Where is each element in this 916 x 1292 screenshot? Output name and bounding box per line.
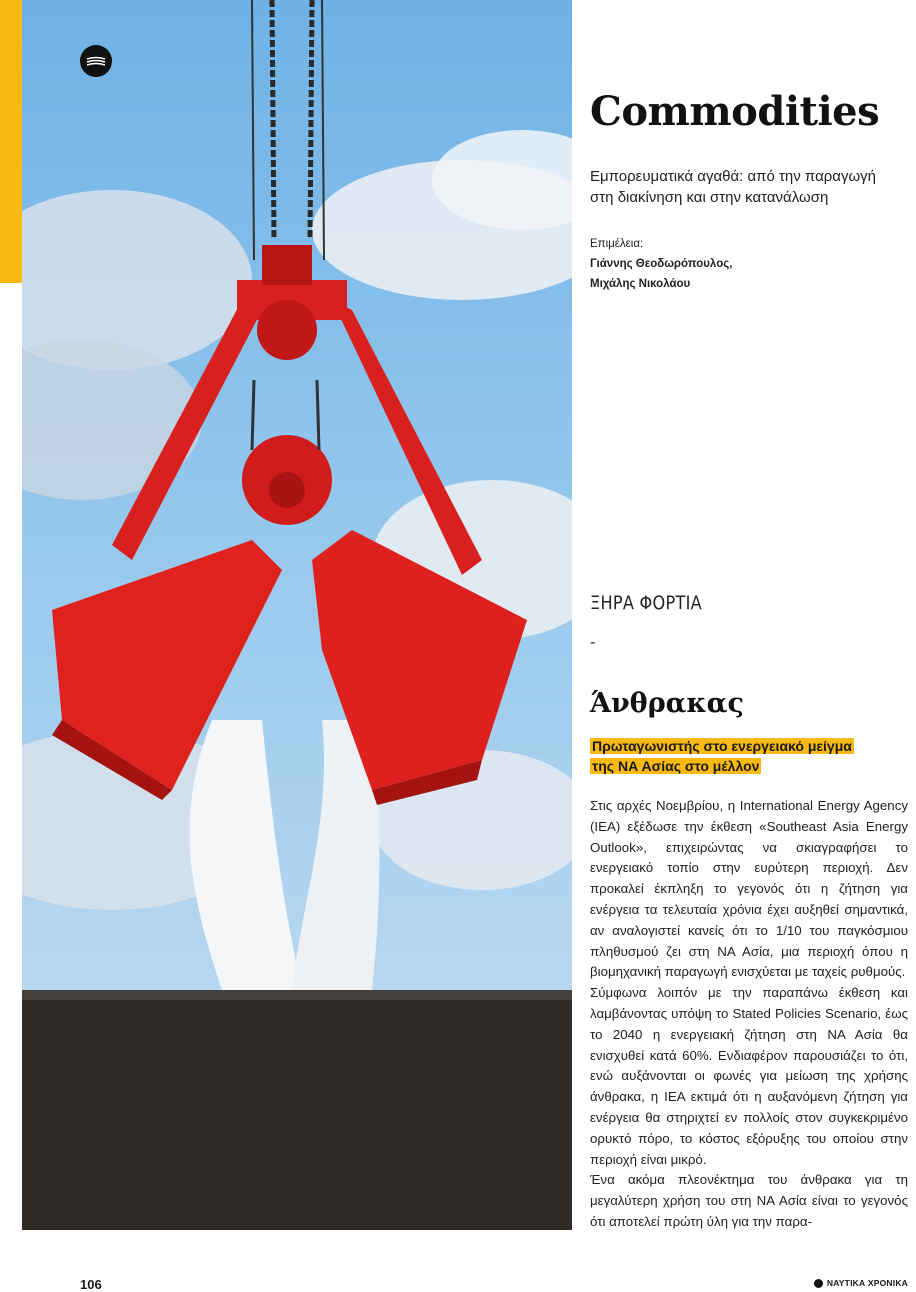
editor-name: Μιχάλης Νικολάου [590,278,691,290]
page-number: 106 [80,1277,102,1292]
article-paragraph: Στις αρχές Νοεμβρίου, η International Energy Agency (IEA) εξέδωσε την έκθεση «Southeast Asia Energy Outlook», επιχειρώντας να σκιαγραφήσει το ενεργειακό τοπίο στην ευρύτερη περιοχή. Δεν προκαλεί έκπληξη το γεγονός ότι η ζήτηση για ενέργεια τα τελευταία χρόνια έχει αυξηθεί σημαντικά, αν αναλογιστεί κανείς ότι το 1/10 του παγκόσμιου πληθυσμού ζει στη ΝΑ Ασία, μια περιοχή όπου η βιομηχανική παραγωγή ενισχύεται με ταχείς ρυθμούς. [590,798,908,980]
highlight-line: της ΝΑ Ασίας στο μέλλον [592,758,760,774]
article-paragraph: Ένα ακόμα πλεονέκτημα του άνθρακα για τη μεγαλύτερη χρήση του στη ΝΑ Ασία είναι το γεγονός ότι αποτελεί πρώτη ύλη για την παρα- [590,1172,908,1229]
accent-bar [0,0,22,283]
article-body [590,796,908,1233]
section-label: ΞΗΡΑ ΦΟΡΤΙΑ [590,592,702,614]
article-paragraph: Σύμφωνα λοιπόν με την παραπάνω έκθεση και λαμβάνοντας υπόψη το Stated Policies Scenario, έως το 2040 η ενεργειακή ζήτηση στη ΝΑ Ασία θα ενισχυθεί κατά 60%. Ενδιαφέρον παρουσιάζει το ότι, ενώ αυξάνονται οι φωνές για μείωση της χρήσης άνθρακα, η IEA εκτιμά ότι η αυξανόμενη ζήτηση για ενέργεια θα στηριχτεί εν πολλοίς στον συγκεκριμένο ορυκτό πόρο, το κόστος εξόρυξης του οποίου στην περιοχή είναι μικρό. [590,985,908,1167]
brand-logo-icon [814,1279,823,1288]
subtitle-line: Εμπορευματικά αγαθά: από την παραγωγή [590,168,877,185]
article-highlight [590,736,908,776]
grab-bucket-photo [22,0,572,1230]
footer-brand [814,1278,908,1288]
magazine-logo-icon [80,45,112,77]
highlight-line: Πρωταγωνιστής στο ενεργειακό μείγμα [592,738,852,754]
editor-name: Γιάννης Θεοδωρόπουλος, [590,258,733,270]
article-heading: Άνθρακας [590,688,744,719]
page-subtitle [590,166,908,208]
subtitle-line: στη διακίνηση και στην κατανάλωση [590,189,829,206]
page-title: Commodities [590,88,880,135]
editors-credit [590,234,908,294]
section-dash: - [590,634,596,651]
editor-label: Επιμέλεια: [590,238,644,250]
brand-name: ΝΑΥΤΙΚΑ ΧΡΟΝΙΚΑ [826,1278,908,1288]
